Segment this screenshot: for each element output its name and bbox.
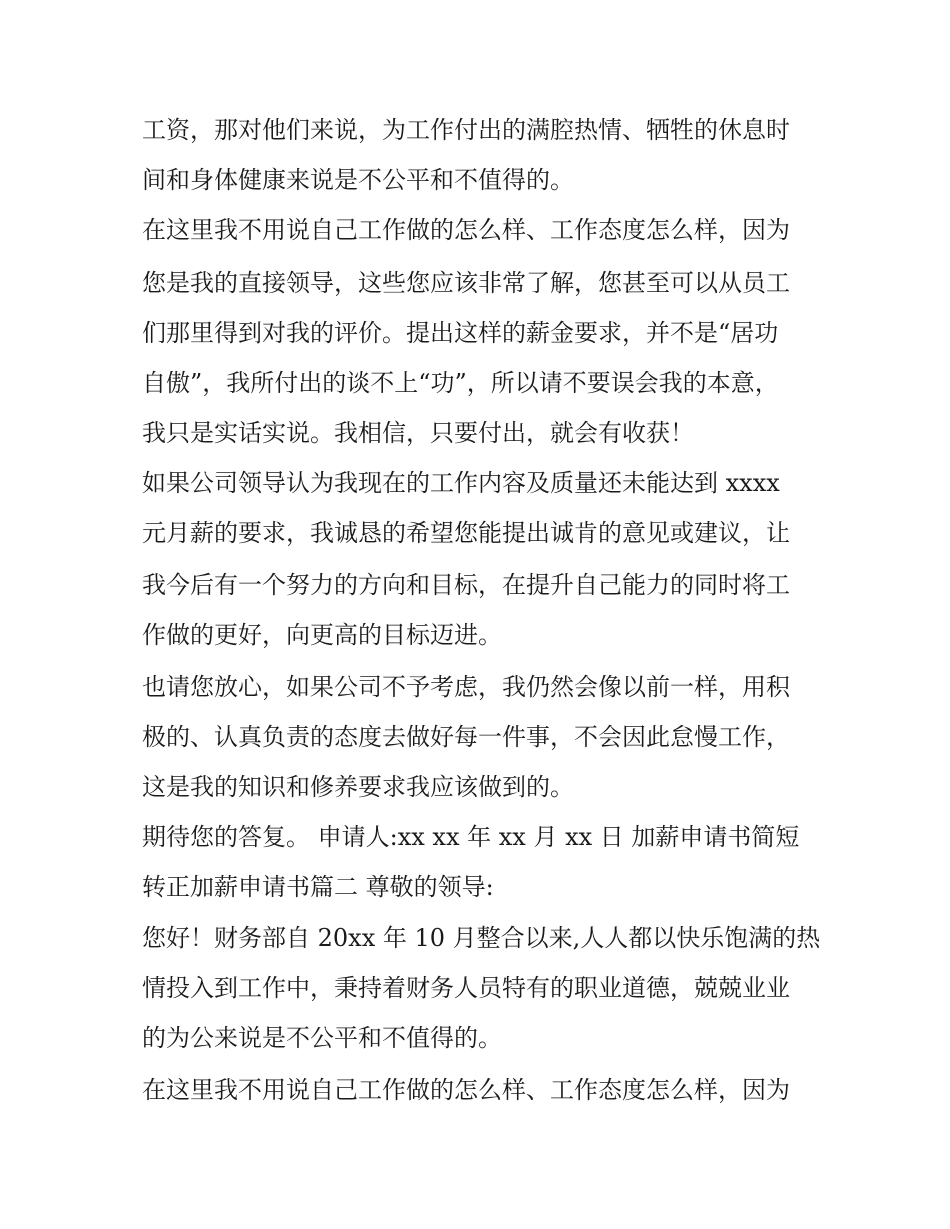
text-line: 们那里得到对我的评价。提出这样的薪金要求，并不是“居功 [142,319,779,347]
text-line: 也请您放心，如果公司不予考虑，我仍然会像以前一样，用积 [142,673,790,701]
text-line: 这是我的知识和修养要求我应该做到的。 [142,773,574,801]
text-line: 转正加薪申请书篇二 尊敬的领导: [142,873,494,901]
text-line: 元月薪的要求，我诚恳的希望您能提出诚肯的意见或建议，让 [142,519,790,547]
text-line: 工资，那对他们来说，为工作付出的满腔热情、牺牲的休息时 [142,116,790,144]
text-line: 自傲”，我所付出的谈不上“功”，所以请不要误会我的本意， [142,369,779,397]
text-line: 间和身体健康来说是不公平和不值得的。 [142,166,574,194]
text-line: 情投入到工作中，秉持着财务人员特有的职业道德，兢兢业业 [142,974,790,1002]
text-line: 在这里我不用说自己工作做的怎么样、工作态度怎么样，因为 [142,1076,790,1104]
text-line: 如果公司领导认为我现在的工作内容及质量还未能达到 xxxx [142,469,780,497]
text-line: 在这里我不用说自己工作做的怎么样、工作态度怎么样，因为 [142,216,790,244]
text-line: 您好！财务部自 20xx 年 10 月整合以来,人人都以快乐饱满的热 [142,924,821,952]
text-line: 您是我的直接领导，这些您应该非常了解，您甚至可以从员工 [142,269,790,297]
text-line: 我只是实话实说。我相信，只要付出，就会有收获！ [142,419,694,447]
text-line: 期待您的答复。 申请人:xx xx 年 xx 月 xx 日 加薪申请书简短 [142,823,800,851]
text-line: 的为公来说是不公平和不值得的。 [142,1024,502,1052]
text-line: 我今后有一个努力的方向和目标，在提升自己能力的同时将工 [142,571,790,599]
text-line: 作做的更好，向更高的目标迈进。 [142,621,502,649]
text-line: 极的、认真负责的态度去做好每一件事，不会因此怠慢工作， [142,723,790,751]
